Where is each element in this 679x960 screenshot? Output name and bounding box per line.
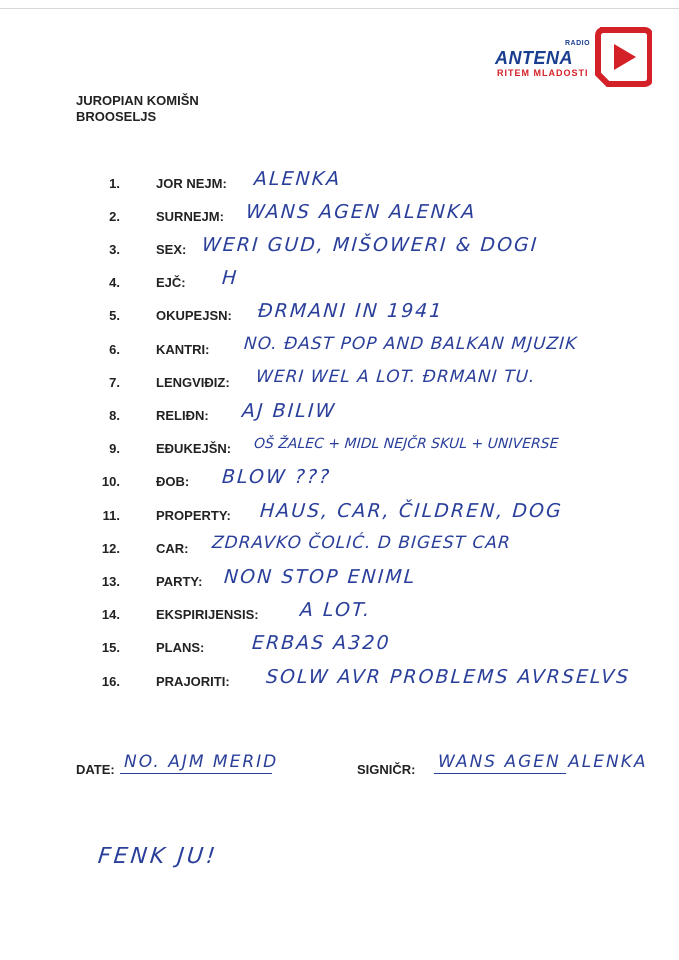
row-answer: HAUS, CAR, ČILDREN, DOG — [259, 500, 564, 522]
addressee-line-1: JUROPIAN KOMIŠN — [76, 93, 199, 108]
row-label: CAR: — [156, 541, 189, 556]
radio-antena-logo — [495, 26, 655, 90]
row-label: KANTRI: — [156, 342, 210, 357]
row-label: RELIĐN: — [156, 408, 209, 423]
form-row — [0, 300, 679, 333]
row-answer: ALENKA — [253, 168, 343, 190]
signature-label: SIGNIČR: — [357, 762, 416, 777]
row-answer: WERI GUD, MIŠOWERI & DOGI — [201, 234, 540, 256]
form-row — [0, 566, 679, 599]
row-answer: NO. ĐAST POP AND BALKAN MJUZIK — [243, 334, 579, 354]
row-number: 10. — [101, 474, 120, 489]
row-number: 4. — [109, 275, 120, 290]
logo-radio-text: RADIO — [565, 40, 591, 47]
row-answer: ERBAS A320 — [251, 632, 392, 654]
form-row — [0, 666, 679, 699]
row-label: PROPERTY: — [156, 508, 231, 523]
row-number: 12. — [101, 541, 120, 556]
row-label: ĐOB: — [156, 474, 190, 489]
logo-name-text: ANTENA — [495, 48, 573, 68]
form-row — [0, 533, 679, 566]
row-number: 9. — [109, 441, 120, 456]
thank-you-note: FENK JU! — [96, 844, 220, 869]
row-answer: A LOT. — [299, 599, 373, 621]
logo-tagline-text: RITEM MLADOSTI — [497, 68, 589, 78]
form-row — [0, 400, 679, 433]
form-row — [0, 201, 679, 234]
form-row — [0, 466, 679, 499]
form-row — [0, 168, 679, 201]
page-top-edge — [0, 8, 679, 9]
row-number: 7. — [109, 375, 120, 390]
form-row — [0, 367, 679, 400]
row-answer: ZDRAVKO ČOLIĆ. D BIGEST CAR — [211, 533, 512, 553]
row-number: 3. — [109, 242, 120, 257]
form-row — [0, 599, 679, 632]
row-label: EKSPIRIJENSIS: — [156, 607, 259, 622]
row-number: 2. — [109, 209, 120, 224]
row-label: JOR NEJM: — [156, 176, 227, 191]
row-label: PARTY: — [156, 574, 203, 589]
date-value: NO. AJM MERID — [124, 752, 279, 772]
row-number: 1. — [109, 176, 120, 191]
row-label: PRAJORITI: — [156, 674, 230, 689]
row-answer: WANS AGEN ALENKA — [245, 201, 478, 223]
row-number: 15. — [101, 640, 120, 655]
row-number: 16. — [101, 674, 120, 689]
row-answer: ĐRMANI IN 1941 — [257, 300, 445, 322]
row-number: 14. — [101, 607, 120, 622]
row-label: LENGVIĐIZ: — [156, 375, 230, 390]
form-row — [0, 267, 679, 300]
form-row — [0, 234, 679, 267]
row-label: PLANS: — [156, 640, 205, 655]
form-row — [0, 632, 679, 665]
row-answer: WERI WEL A LOT. ĐRMANI TU. — [255, 367, 537, 387]
form-row — [0, 433, 679, 466]
date-label: DATE: — [76, 762, 115, 777]
play-icon — [594, 26, 652, 88]
row-number: 6. — [109, 342, 120, 357]
form-row — [0, 500, 679, 533]
row-label: EJČ: — [156, 275, 186, 290]
row-answer: NON STOP ENIML — [223, 566, 418, 588]
row-label: SEX: — [156, 242, 187, 257]
row-answer: BLOW ??? — [221, 466, 332, 488]
row-label: EĐUKEJŠN: — [156, 441, 232, 456]
row-number: 5. — [109, 308, 120, 323]
row-number: 8. — [109, 408, 120, 423]
row-answer: H — [221, 267, 240, 289]
row-number: 11. — [102, 508, 120, 523]
form-row — [0, 334, 679, 367]
row-answer: SOLW AVR PROBLEMS AVRSELVS — [265, 666, 632, 688]
date-underline — [120, 773, 272, 774]
row-label: SURNEJM: — [156, 209, 224, 224]
signature-value: WANS AGEN ALENKA — [438, 752, 648, 772]
addressee-line-2: BROOSELJS — [76, 109, 157, 124]
row-label: OKUPEJSN: — [156, 308, 232, 323]
signature-underline — [434, 773, 566, 774]
row-answer: AJ BILIW — [241, 400, 338, 422]
row-answer: OŠ ŽALEC + MIDL NEJČR SKUL + UNIVERSE — [253, 436, 560, 452]
row-number: 13. — [101, 574, 120, 589]
